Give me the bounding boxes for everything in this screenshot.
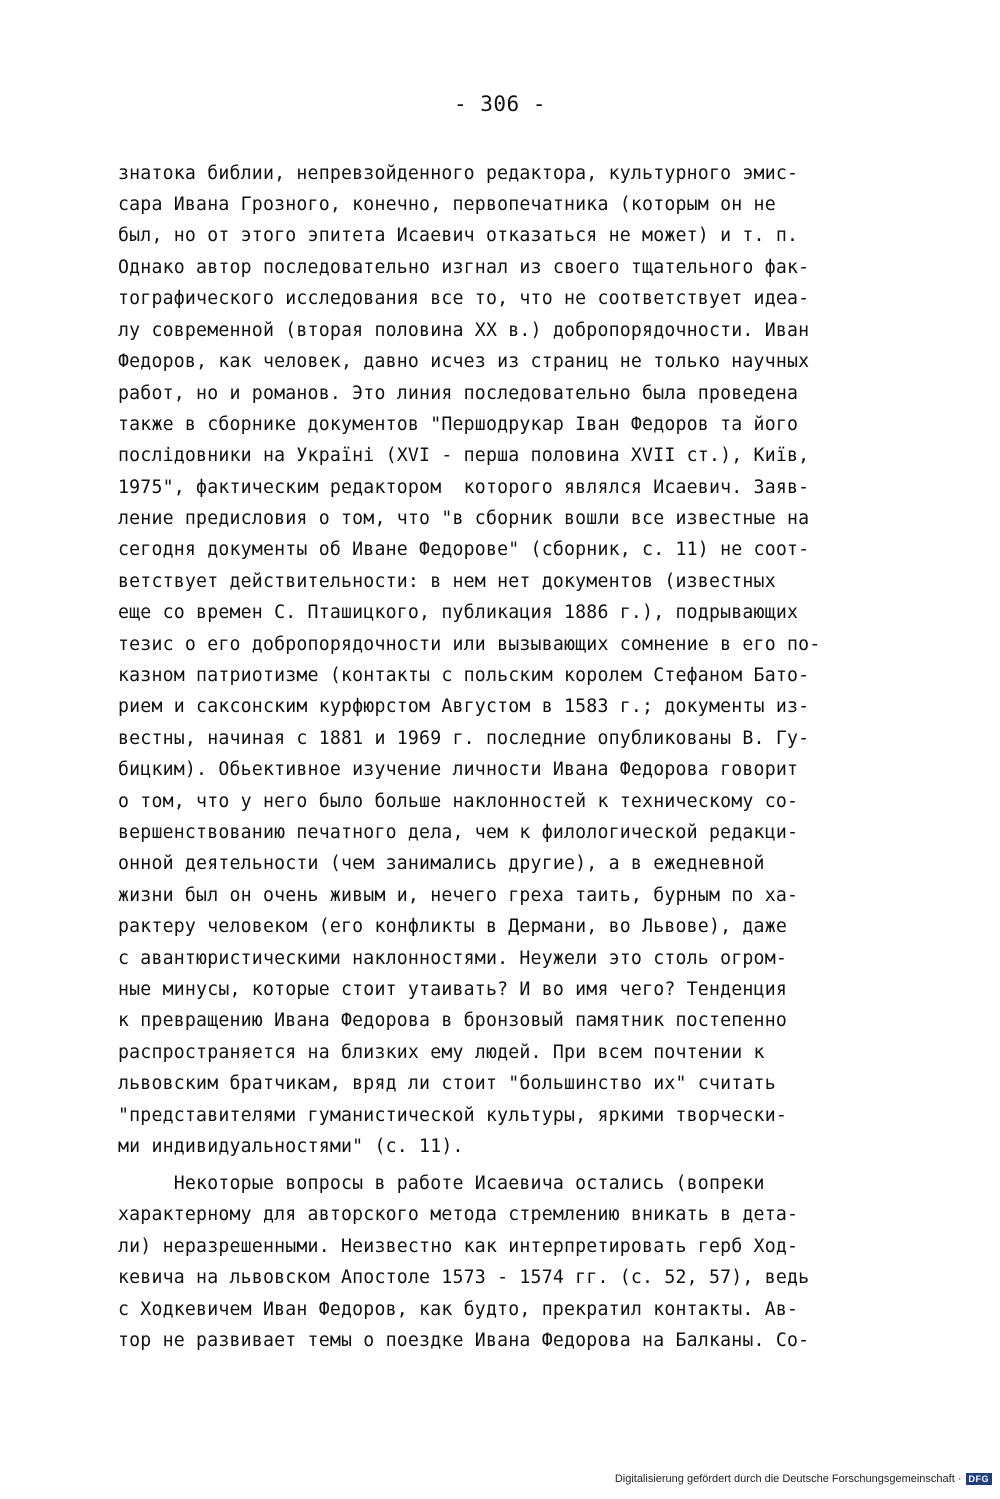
text-line: вершенствованию печатного дела, чем к филологической редакци- [118,822,799,843]
text-line: послідовники на Україні (XVI - перша половина XVII ст.), Київ, [118,445,810,466]
text-line: Однако автор последовательно изгнал из своего тщательного фак- [118,257,810,278]
text-line: о том, что у него было больше наклонностей к техническому со- [118,791,799,812]
footer-text: Digitalisierung gefördert durch die Deutsche Forschungsgemeinschaft · [614,1473,962,1485]
text-line: ми индивидуальностями" (с. 11). [118,1136,464,1157]
text-line: тезис о его добропорядочности или вызывающих сомнение в его по- [118,634,821,655]
text-line: рактеру человеком (его конфликты в Дермани, во Львове), даже [118,916,787,937]
text-line: тографического исследования все то, что не соответствует идеа- [118,288,810,309]
text-line: распространяется на близких ему людей. При всем почтении к [118,1042,765,1063]
text-line: также в сборнике документов "Першодрукар Іван Федоров та його [118,414,799,435]
text-line: жизни был он очень живым и, нечего греха таить, бурным по ха- [118,885,799,906]
text-line: рием и саксонским курфюрстом Августом в 1583 г.; документы из- [118,696,810,717]
text-line: кевича на львовском Апостоле 1573 - 1574 гг. (с. 52, 57), ведь [118,1267,810,1288]
text-line: тор не развивает темы о поездке Ивана Федорова на Балканы. Со- [118,1330,810,1351]
text-line: Некоторые вопросы в работе Исаевича остались (вопреки [118,1173,765,1194]
text-line: вестны, начиная с 1881 и 1969 г. последние опубликованы В. Гу- [118,728,810,749]
text-line: с авантюристическими наклонностями. Неужели это столь огром- [118,948,787,969]
dfg-logo: DFG [966,1473,993,1485]
text-line: еще со времен С. Пташицкого, публикация 1886 г.), подрывающих [118,602,799,623]
text-line: бицким). Обьективное изучение личности Ивана Федорова говорит [118,759,799,780]
digitization-footer [615,1473,992,1485]
text-line: сегодня документы об Иване Федорове" (сборник, с. 11) не соот- [118,539,810,560]
text-line: был, но от этого эпитета Исаевич отказаться не может) и т. п. [118,225,799,246]
text-line: сара Ивана Грозного, конечно, первопечатника (которым он не [118,194,776,215]
text-line: ли) неразрешенными. Неизвестно как интерпретировать герб Ход- [118,1236,799,1257]
text-line: с Ходкевичем Иван Федоров, как будто, прекратил контакты. Ав- [118,1299,799,1320]
text-line: казном патриотизме (контакты с польским королем Стефаном Бато- [118,665,810,686]
text-line: львовским братчикам, вряд ли стоит "большинство их" считать [118,1073,776,1094]
text-line: ные минусы, которые стоит утаивать? И во имя чего? Тенденция [118,979,787,1000]
text-line: ление предисловия о том, что "в сборник вошли все известные на [118,508,810,529]
text-line: ветствует действительности: в нем нет документов (известных [118,571,776,592]
text-line: характерному для авторского метода стремлению вникать в дета- [118,1204,799,1225]
text-line: онной деятельности (чем занимались другие), а в ежедневной [118,853,765,874]
text-line: Федоров, как человек, давно исчез из страниц не только научных [118,351,810,372]
text-line: лу современной (вторая половина XX в.) добропорядочности. Иван [118,320,810,341]
page-number: - 306 - [453,92,546,116]
text-line: 1975", фактическим редактором которого являлся Исаевич. Заяв- [118,477,810,498]
text-line: знатока библии, непревзойденного редактора, культурного эмис- [118,163,799,184]
text-line: к превращению Ивана Федорова в бронзовый памятник постепенно [118,1010,787,1031]
text-line: "представителями гуманистической культуры, яркими творчески- [118,1105,787,1126]
text-line: работ, но и романов. Это линия последовательно была проведена [118,383,799,404]
